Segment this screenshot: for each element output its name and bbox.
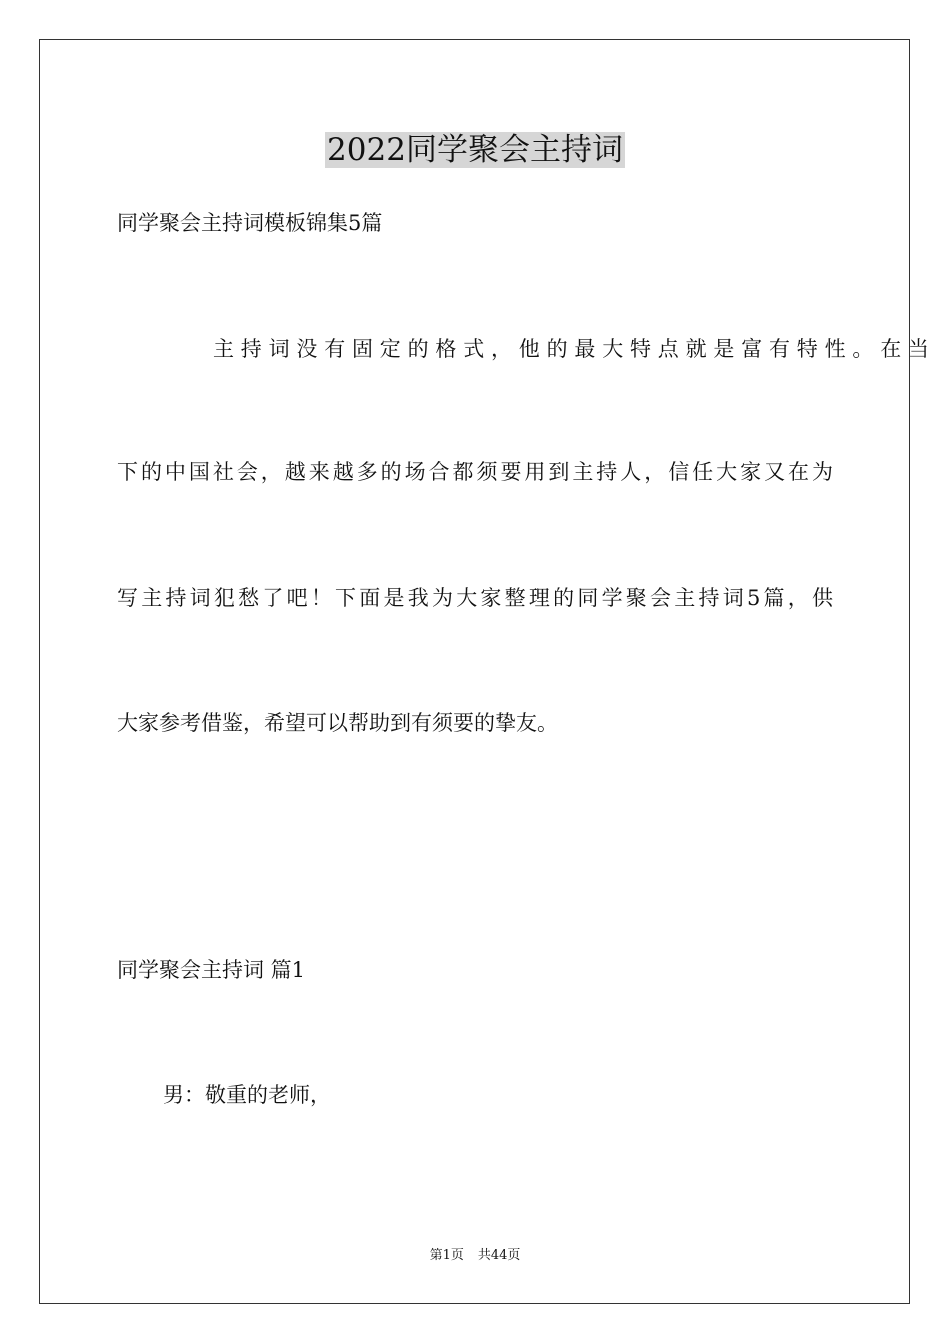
document-title <box>0 128 950 172</box>
document-title-text: 2022同学聚会主持词 <box>327 132 623 168</box>
speech-line: 男：敬重的老师， <box>163 1083 331 1107</box>
intro-paragraph-line-1: 主持词没有固定的格式，他的最大特点就是富有特性。在当 <box>213 337 929 361</box>
section-heading: 同学聚会主持词 篇1 <box>117 958 306 982</box>
total-pages: 共44页 <box>477 1248 521 1263</box>
intro-paragraph-line-4: 大家参考借鉴，希望可以帮助到有须要的挚友。 <box>117 711 558 735</box>
page-number: 第1页 <box>429 1248 464 1263</box>
page-footer <box>0 1247 950 1265</box>
document-subtitle: 同学聚会主持词模板锦集5篇 <box>117 211 383 235</box>
intro-paragraph-line-2: 下的中国社会，越来越多的场合都须要用到主持人，信任大家又在为 <box>117 460 833 484</box>
intro-paragraph-line-3: 写主持词犯愁了吧！下面是我为大家整理的同学聚会主持词5篇，供 <box>117 586 833 610</box>
